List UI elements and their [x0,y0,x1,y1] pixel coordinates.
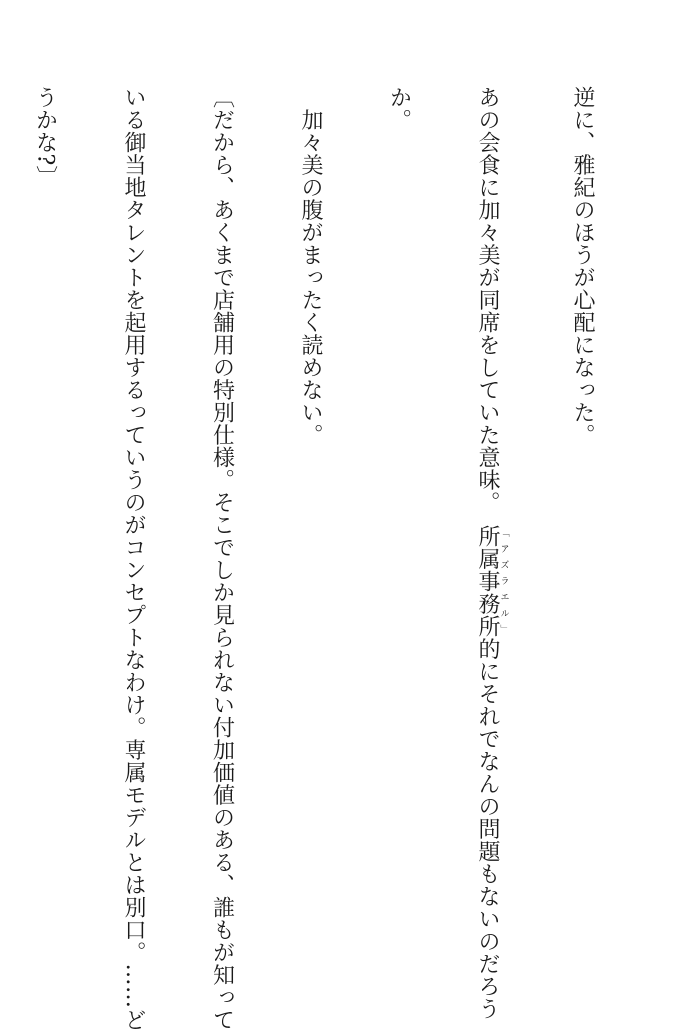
ruby-agency: 所属事務所「アズラエル」 [475,525,509,638]
text-line-2 [473,86,509,1020]
text-line-1: 逆に、雅紀のほうが心配になった。 [570,86,595,446]
text-line-2-head: あの会食に加々美が同席をしていた意味。 [475,86,500,503]
text-line-2-tail: 的にそれでなんの問題もないのだろう [475,637,500,1020]
text-line-7: うかな?〕 [32,86,58,189]
text-line-4: 加々美の腹がまったく読めない。 [298,108,323,446]
text-line-5: 〔だから、あくまで店舗用の特別仕様。そこでしか見られない付加価値のある、誰もが知って [209,86,235,1031]
text-line-3: か。 [386,86,412,131]
vertical-text-block [0,86,656,1031]
text-line-6: いる御当地タレントを起用するっていうのがコンセプトなわけ。専属モデルとは別口。……ど [121,86,146,1031]
